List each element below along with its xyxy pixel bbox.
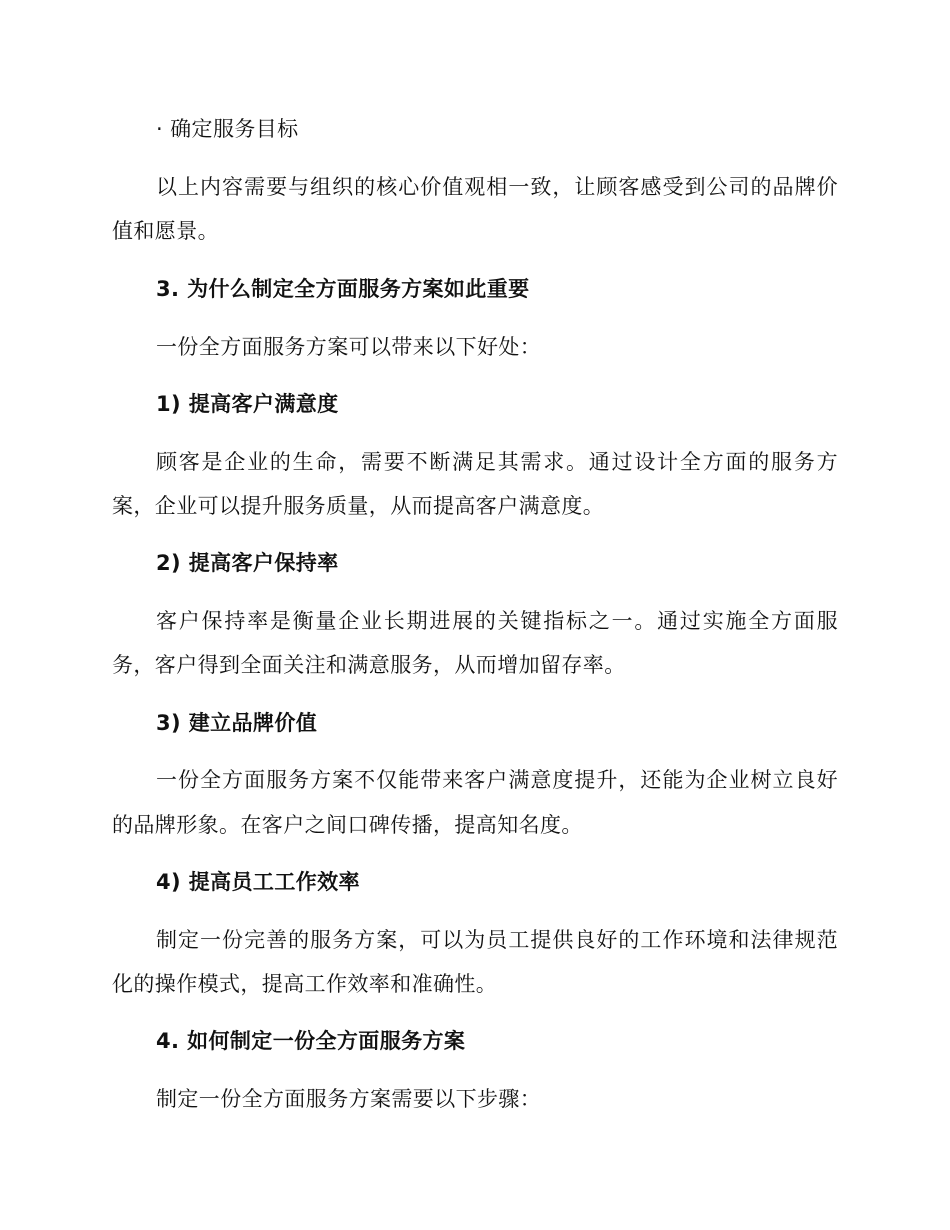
section-4-lead: 制定一份全方面服务方案需要以下步骤： — [156, 1087, 542, 1111]
benefit-2-line-1: 客户保持率是衡量企业长期进展的关键指标之一。通过实施全方面服 — [156, 609, 838, 633]
section-3-heading: 3. 为什么制定全方面服务方案如此重要 — [156, 277, 530, 301]
intro-paragraph-line-2: 值和愿景。 — [112, 219, 219, 243]
benefit-4-heading: 4) 提高员工工作效率 — [156, 870, 360, 894]
benefit-2-heading: 2) 提高客户保持率 — [156, 551, 339, 575]
benefit-2-line-2: 务，客户得到全面关注和满意服务，从而增加留存率。 — [112, 653, 626, 677]
bullet-item: · 确定服务目标 — [156, 117, 299, 141]
benefit-4-line-1: 制定一份完善的服务方案，可以为员工提供良好的工作环境和法律规范 — [156, 928, 838, 952]
benefit-3-heading: 3) 建立品牌价值 — [156, 711, 318, 735]
intro-paragraph-line-1: 以上内容需要与组织的核心价值观相一致，让顾客感受到公司的品牌价 — [156, 175, 838, 199]
section-4-heading: 4. 如何制定一份全方面服务方案 — [156, 1029, 466, 1053]
section-3-lead: 一份全方面服务方案可以带来以下好处： — [156, 335, 542, 359]
benefit-3-line-2: 的品牌形象。在客户之间口碑传播，提高知名度。 — [112, 813, 583, 837]
benefit-1-line-2: 案，企业可以提升服务质量，从而提高客户满意度。 — [112, 494, 605, 518]
benefit-1-line-1: 顾客是企业的生命，需要不断满足其需求。通过设计全方面的服务方 — [156, 450, 838, 474]
benefit-1-heading: 1) 提高客户满意度 — [156, 392, 339, 416]
benefit-3-line-1: 一份全方面服务方案不仅能带来客户满意度提升，还能为企业树立良好 — [156, 768, 838, 792]
benefit-4-line-2: 化的操作模式，提高工作效率和准确性。 — [112, 972, 498, 996]
